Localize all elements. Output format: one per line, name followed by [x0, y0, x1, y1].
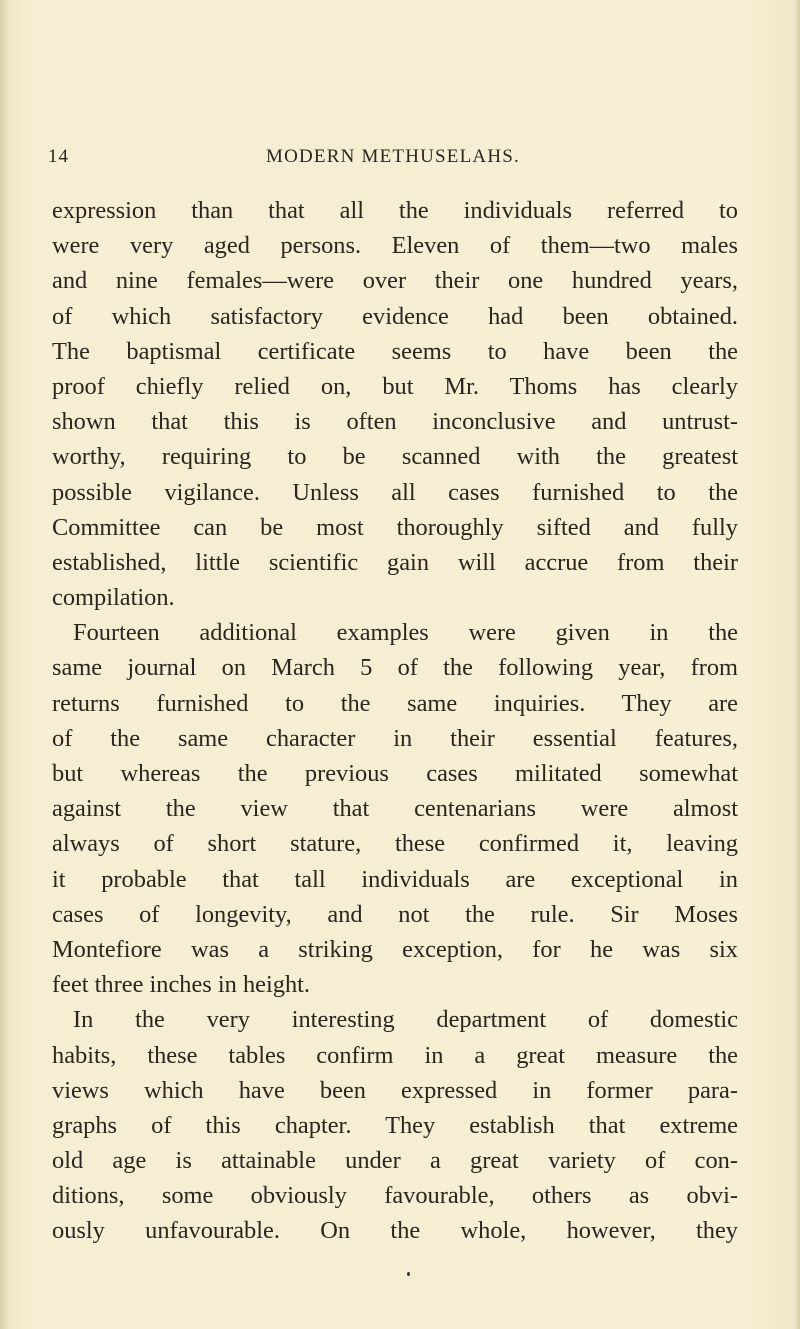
text-line: feet three inches in height.: [52, 971, 311, 999]
text-line: compilation.: [52, 584, 175, 612]
text-line: old age is attainable under a great variety of con-: [52, 1147, 738, 1175]
text-line: shown that this is often inconclusive and untrust-: [52, 408, 738, 436]
text-line: of the same character in their essential features,: [52, 724, 738, 752]
page-number: 14: [48, 146, 69, 167]
text-line: expression than that all the individuals referred to: [52, 197, 738, 224]
text-line: Montefiore was a striking exception, for he was six: [52, 935, 738, 963]
text-line: it probable that tall individuals are exceptional in: [52, 865, 738, 893]
text-line: The baptismal certificate seems to have been the: [52, 337, 738, 365]
text-line: possible vigilance. Unless all cases furnished to the: [52, 478, 738, 506]
text-line: Fourteen additional examples were given in the: [73, 619, 738, 647]
page-left-edge: [0, 0, 10, 1329]
text-line: established, little scientific gain will accrue from their: [52, 548, 738, 576]
text-line: views which have been expressed in former para-: [52, 1076, 738, 1104]
text-line: graphs of this chapter. They establish that extreme: [52, 1111, 738, 1139]
text-line: always of short stature, these confirmed it, leaving: [52, 830, 738, 858]
text-line: against the view that centenarians were almost: [52, 795, 738, 823]
text-line: Committee can be most thoroughly sifted and fully: [52, 513, 738, 541]
text-line: ously unfavourable. On the whole, however, they: [52, 1217, 738, 1245]
text-line: of which satisfactory evidence had been obtained.: [52, 302, 738, 330]
text-line: habits, these tables confirm in a great measure the: [52, 1041, 738, 1069]
text-line: ditions, some obviously favourable, others as obvi-: [52, 1182, 738, 1210]
running-head: [48, 146, 738, 170]
text-line: In the very interesting department of domestic: [73, 1006, 738, 1034]
text-line: and nine females—were over their one hundred years,: [52, 267, 738, 295]
running-title: MODERN METHUSELAHS.: [266, 146, 520, 167]
text-line: worthy, requiring to be scanned with the greatest: [52, 443, 738, 471]
text-line: same journal on March 5 of the following year, from: [52, 654, 738, 682]
text-line: but whereas the previous cases militated somewhat: [52, 760, 738, 787]
text-line: returns furnished to the same inquiries. They are: [52, 689, 738, 717]
text-line: proof chiefly relied on, but Mr. Thoms has clearly: [52, 372, 738, 400]
text-line: cases of longevity, and not the rule. Sir Moses: [52, 900, 738, 928]
body-text: [52, 193, 738, 1249]
page-right-edge: [794, 0, 800, 1329]
text-line: were very aged persons. Eleven of them—two males: [52, 232, 738, 260]
ink-dot: [407, 1272, 410, 1276]
